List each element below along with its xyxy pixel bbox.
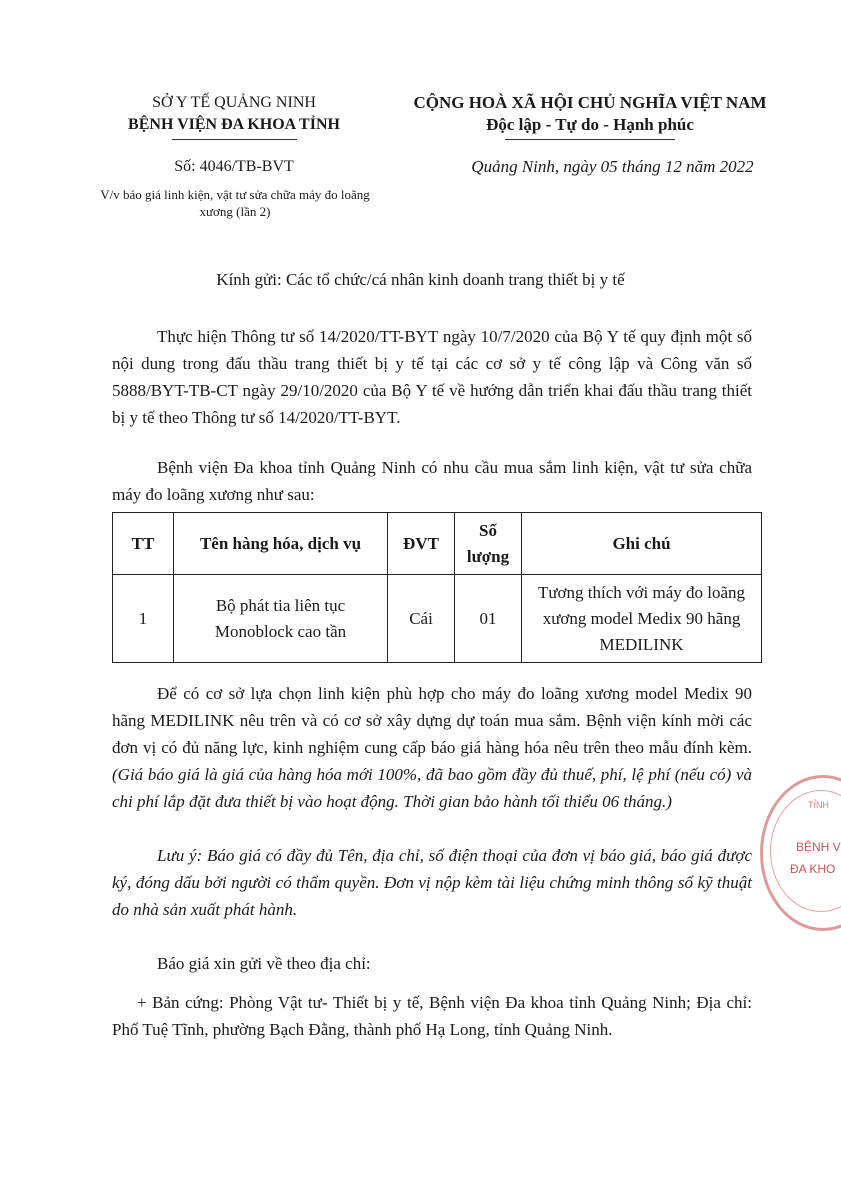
stamp-text-2: ĐA KHO bbox=[790, 862, 836, 876]
place-date: Quảng Ninh, ngày 05 tháng 12 năm 2022 bbox=[471, 157, 754, 176]
org-underline bbox=[172, 139, 297, 140]
org-line1: SỞ Y TẾ QUẢNG NINH bbox=[152, 94, 316, 111]
cell-name: Bộ phát tia liên tục Monoblock cao tần bbox=[174, 575, 388, 663]
nation-underline bbox=[505, 139, 675, 140]
paragraph-3-italic: (Giá báo giá là giá của hàng hóa mới 100%, đã bao gồm đầy đủ thuế, phí, lệ phí (nếu có) và chi phí lắp đặt đưa thiết bị vào hoạt động. Thời gian bảo hành tối thiểu 06 tháng.) bbox=[112, 765, 752, 811]
doc-number: Số: 4046/TB-BVT bbox=[174, 158, 294, 175]
table-row bbox=[113, 575, 762, 663]
nation-line2: Độc lập - Tự do - Hạnh phúc bbox=[486, 115, 694, 134]
stamp-text-top: TỈNH bbox=[808, 800, 829, 810]
nation-line1: CỘNG HOÀ XÃ HỘI CHỦ NGHĨA VIỆT NAM bbox=[413, 93, 767, 112]
paragraph-3 bbox=[112, 680, 752, 815]
note-paragraph: Lưu ý: Báo giá có đầy đủ Tên, địa chỉ, số điện thoại của đơn vị báo giá, báo giá được ký, đóng dấu bởi người có thẩm quyền. Đơn vị nộp kèm tài liệu chứng minh thông số kỹ thuật do nhà sản xuất phát hành. bbox=[112, 846, 752, 919]
org-line2: BỆNH VIỆN ĐA KHOA TỈNH bbox=[128, 116, 340, 133]
table-header-row bbox=[113, 513, 762, 575]
goods-table bbox=[112, 512, 762, 663]
recipient-line: Kính gửi: Các tổ chức/cá nhân kinh doanh trang thiết bị y tế bbox=[216, 270, 625, 289]
stamp-text-1: BỆNH V bbox=[796, 840, 841, 854]
address-item: + Bản cứng: Phòng Vật tư- Thiết bị y tế, Bệnh viện Đa khoa tỉnh Quảng Ninh; Địa chỉ: Phố Tuệ Tĩnh, phường Bạch Đằng, thành phố Hạ Long, tỉnh Quảng Ninh. bbox=[112, 993, 752, 1039]
send-to-line: Báo giá xin gửi về theo địa chỉ: bbox=[157, 954, 371, 973]
paragraph-3-text: Để có cơ sở lựa chọn linh kiện phù hợp cho máy đo loãng xương model Medix 90 hãng MEDILINK nêu trên và có cơ sở xây dựng dự toán mua sắm. Bệnh viện kính mời các đơn vị có đủ năng lực, kinh nghiệm cung cấp báo giá hàng hóa nêu trên theo mẫu đính kèm. bbox=[112, 684, 752, 757]
cell-note: Tương thích với máy đo loãng xương model Medix 90 hãng MEDILINK bbox=[522, 575, 762, 663]
cell-qty: 01 bbox=[455, 575, 522, 663]
cell-unit: Cái bbox=[388, 575, 455, 663]
header-tt: TT bbox=[113, 513, 174, 575]
header-note: Ghi chú bbox=[522, 513, 762, 575]
org-header bbox=[88, 92, 380, 136]
nation-header bbox=[390, 92, 790, 136]
paragraph-2: Bệnh viện Đa khoa tỉnh Quảng Ninh có nhu cầu mua sắm linh kiện, vật tư sửa chữa máy đo loãng xương như sau: bbox=[112, 458, 752, 504]
header-qty: Số lượng bbox=[455, 513, 522, 575]
header-unit: ĐVT bbox=[388, 513, 455, 575]
paragraph-1: Thực hiện Thông tư số 14/2020/TT-BYT ngày 10/7/2020 của Bộ Y tế quy định một số nội dung trong đấu thầu trang thiết bị y tế tại các cơ sở y tế công lập và Công văn số 5888/BYT-TB-CT ngày 29/10/2020 của Bộ Y tế về hướng dẫn triển khai đấu thầu trang thiết bị y tế theo Thông tư số 14/2020/TT-BYT. bbox=[112, 327, 752, 427]
header-name: Tên hàng hóa, dịch vụ bbox=[174, 513, 388, 575]
cell-tt: 1 bbox=[113, 575, 174, 663]
subject-line: V/v báo giá linh kiện, vật tư sửa chữa máy đo loãng xương (lần 2) bbox=[100, 187, 370, 219]
